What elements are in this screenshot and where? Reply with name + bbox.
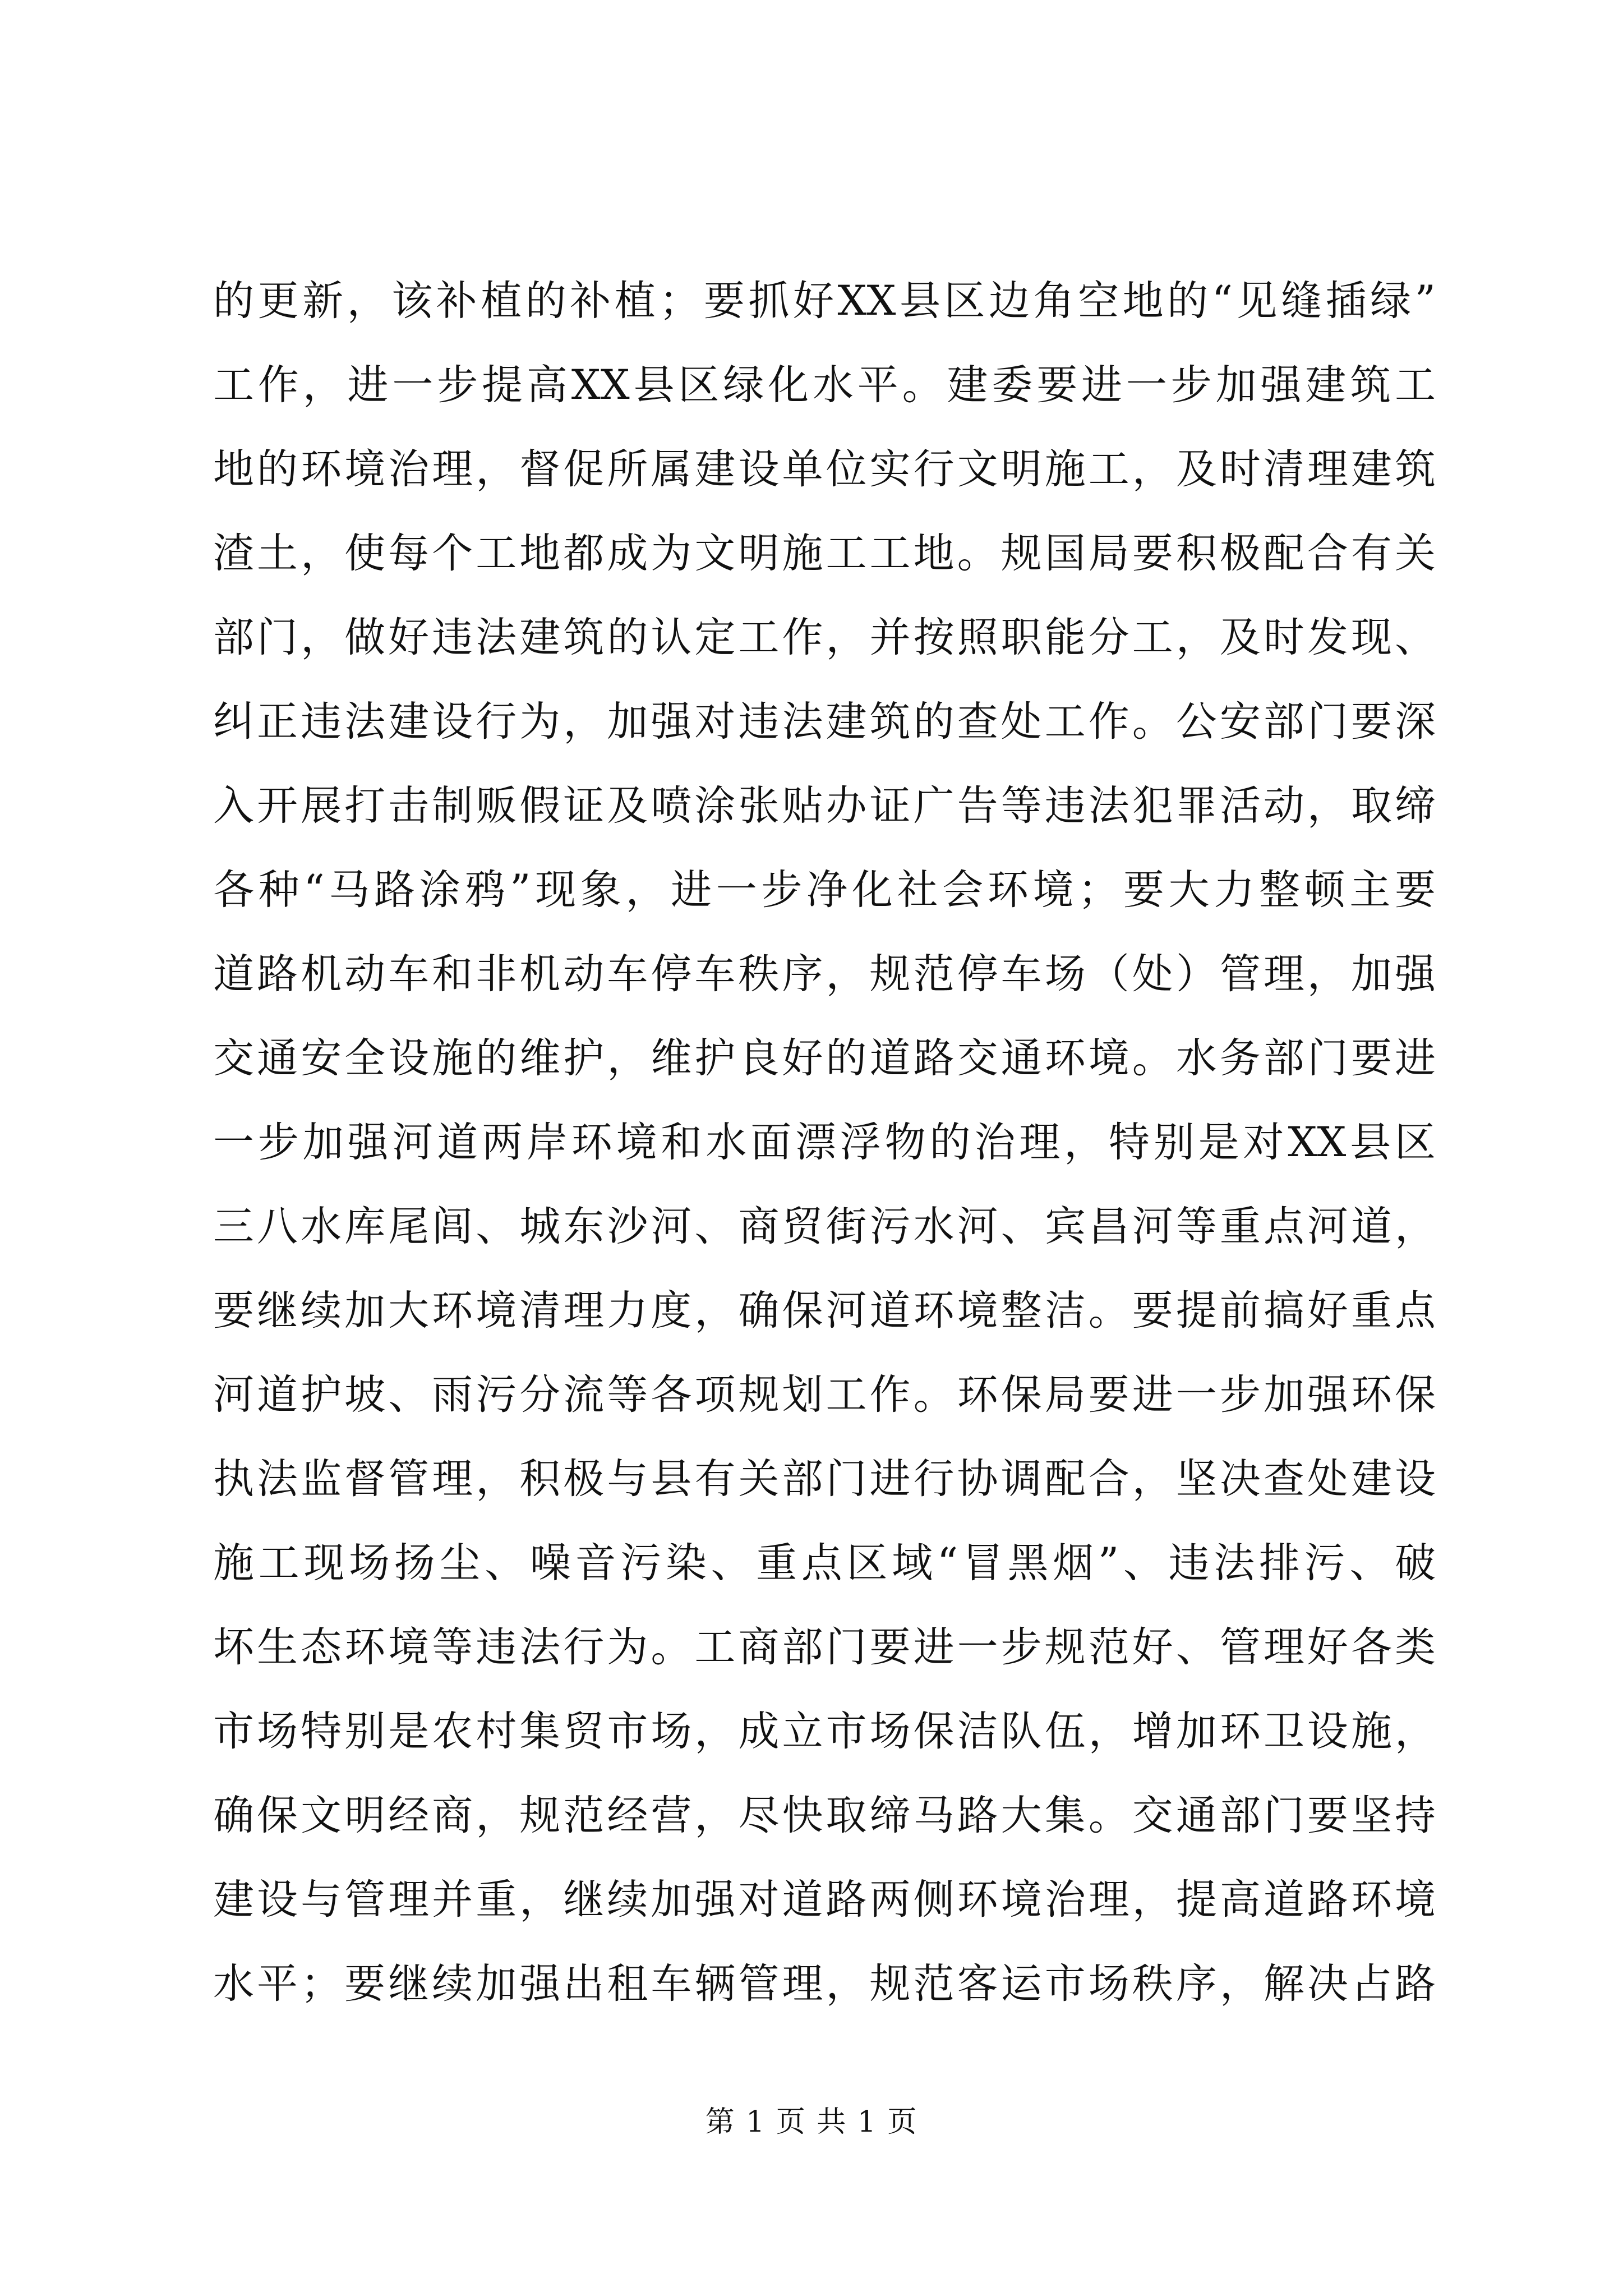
text-line: 渣土，使每个工地都成为文明施工工地。规国局要积极配合有关 — [213, 530, 1436, 577]
text-line: 坏生态环境等违法行为。工商部门要进一步规范好、管理好各类 — [213, 1623, 1436, 1671]
text-line: 的更新，该补植的补植；要抓好XX县区边角空地的“见缝插绿” — [213, 277, 1436, 325]
page-number-label: 第 1 页 共 1 页 — [705, 2105, 918, 2139]
text-line: 部门，做好违法建筑的认定工作，并按照职能分工，及时发现、 — [213, 614, 1436, 661]
page-footer — [0, 2102, 1623, 2142]
text-line: 执法监督管理，积极与县有关部门进行协调配合，坚决查处建设 — [213, 1455, 1436, 1503]
text-line: 各种“马路涂鸦”现象，进一步净化社会环境；要大力整顿主要 — [213, 866, 1436, 914]
body-paragraph — [213, 259, 1436, 2026]
text-line: 要继续加大环境清理力度，确保河道环境整洁。要提前搞好重点 — [213, 1287, 1436, 1335]
text-line: 市场特别是农村集贸市场，成立市场保洁队伍，增加环卫设施， — [213, 1708, 1436, 1755]
text-line: 水平；要继续加强出租车辆管理，规范客运市场秩序，解决占路 — [213, 1960, 1436, 2008]
text-line: 施工现场扬尘、噪音污染、重点区域“冒黑烟”、违法排污、破 — [213, 1539, 1436, 1587]
text-line: 地的环境治理，督促所属建设单位实行文明施工，及时清理建筑 — [213, 445, 1436, 493]
text-line: 入开展打击制贩假证及喷涂张贴办证广告等违法犯罪活动，取缔 — [213, 782, 1436, 830]
text-line: 三八水库尾闾、城东沙河、商贸街污水河、宾昌河等重点河道， — [213, 1203, 1436, 1250]
text-line: 工作，进一步提高XX县区绿化水平。建委要进一步加强建筑工 — [213, 361, 1436, 409]
text-line: 一步加强河道两岸环境和水面漂浮物的治理，特别是对XX县区 — [213, 1119, 1436, 1166]
text-line: 交通安全设施的维护，维护良好的道路交通环境。水务部门要进 — [213, 1034, 1436, 1082]
text-line: 确保文明经商，规范经营，尽快取缔马路大集。交通部门要坚持 — [213, 1792, 1436, 1839]
text-line: 建设与管理并重，继续加强对道路两侧环境治理，提高道路环境 — [213, 1876, 1436, 1924]
text-line: 纠正违法建设行为，加强对违法建筑的查处工作。公安部门要深 — [213, 698, 1436, 746]
text-line: 道路机动车和非机动车停车秩序，规范停车场（处）管理，加强 — [213, 950, 1436, 998]
text-line: 河道护坡、雨污分流等各项规划工作。环保局要进一步加强环保 — [213, 1371, 1436, 1419]
